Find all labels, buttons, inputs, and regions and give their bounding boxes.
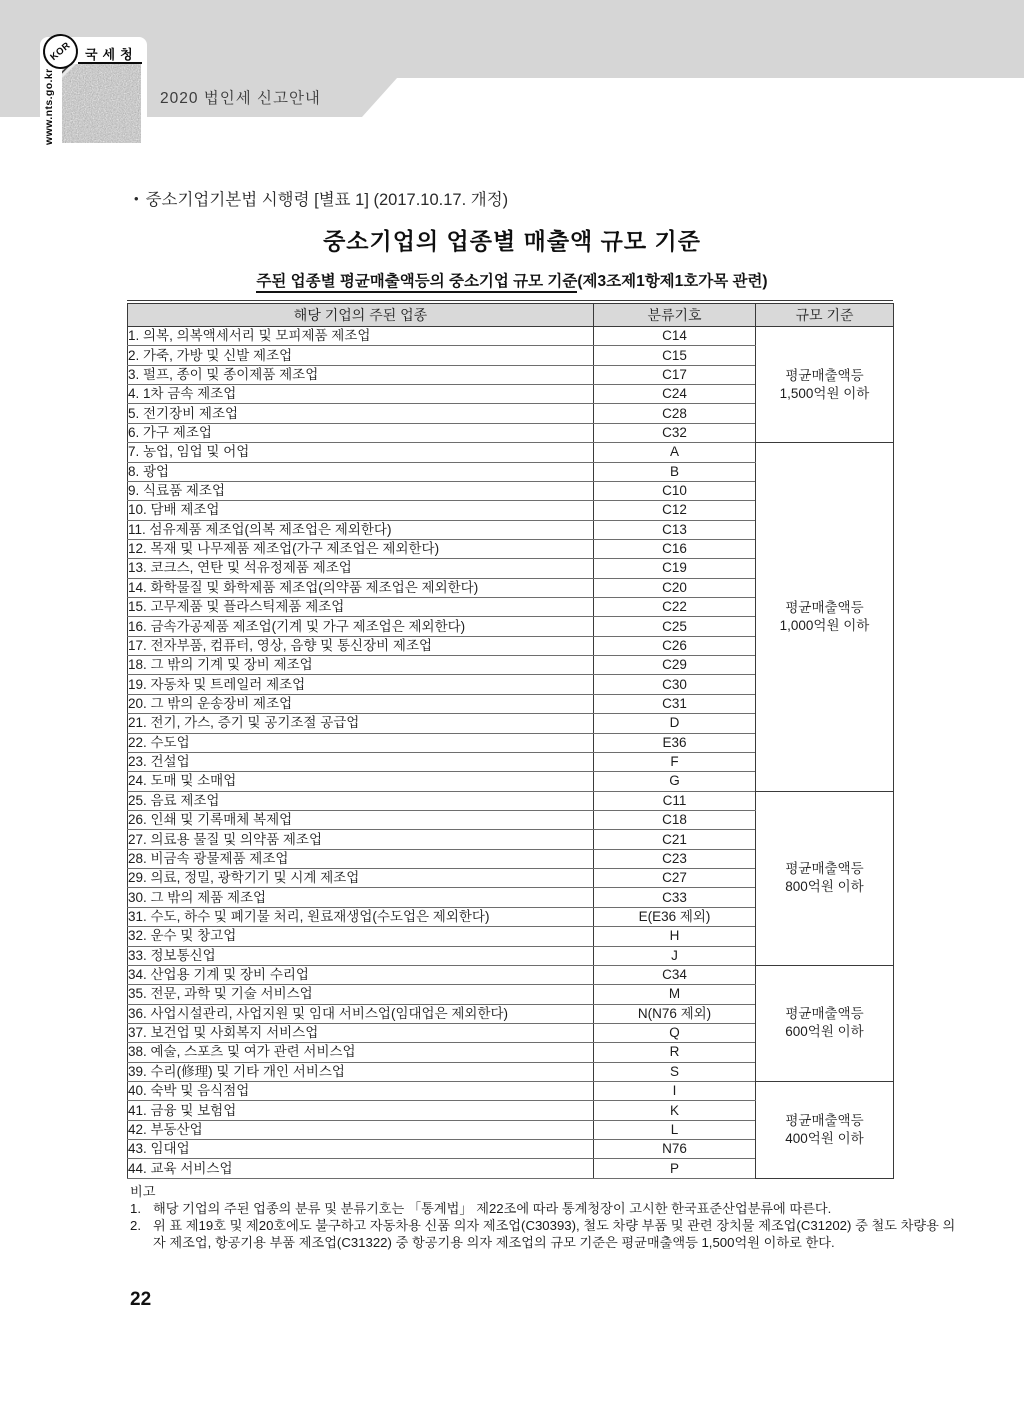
class-code-cell: C19 [594,559,756,578]
class-code-cell: P [594,1159,756,1178]
size-criteria-line: 평균매출액등 [785,861,864,877]
class-code-cell: C11 [594,791,756,810]
note-text: 해당 기업의 주된 업종의 분류 및 분류기호는 「통계법」 제22조에 따라 통계청장이 고시한 한국표준산업분류에 따른다. [153,1201,832,1216]
size-criteria-cell [756,965,894,1081]
class-code-cell: C15 [594,346,756,365]
industry-name-cell: 31. 수도, 하수 및 폐기물 처리, 원료재생업(수도업은 제외한다) [128,907,594,926]
class-code-cell: C13 [594,520,756,539]
size-criteria-cell [756,327,894,443]
industry-name-cell: 43. 임대업 [128,1140,594,1159]
size-criteria-line: 1,500억원 이하 [779,385,870,401]
size-criteria-cell [756,791,894,965]
industry-name-cell: 2. 가죽, 가방 및 신발 제조업 [128,346,594,365]
industry-table [127,303,894,1179]
class-code-cell: C34 [594,965,756,984]
header-band [0,0,1024,117]
size-criteria-line: 평균매출액등 [785,599,864,615]
class-code-cell: F [594,752,756,771]
note-number: 2. [130,1218,141,1233]
industry-name-cell: 4. 1차 금속 제조업 [128,385,594,404]
industry-name-cell: 41. 금융 및 보험업 [128,1101,594,1120]
class-code-cell: N76 [594,1140,756,1159]
class-code-cell: C33 [594,888,756,907]
class-code-cell: R [594,1043,756,1062]
industry-name-cell: 40. 숙박 및 음식점업 [128,1082,594,1101]
industry-name-cell: 35. 전문, 과학 및 기술 서비스업 [128,985,594,1004]
industry-name-cell: 6. 가구 제조업 [128,423,594,442]
industry-name-cell: 9. 식료품 제조업 [128,481,594,500]
class-code-cell: G [594,772,756,791]
agency-underline [78,62,142,64]
class-code-cell: C29 [594,656,756,675]
industry-name-cell: 30. 그 밖의 제품 제조업 [128,888,594,907]
industry-name-cell: 14. 화학물질 및 화학제품 제조업(의약품 제조업은 제외한다) [128,578,594,597]
class-code-cell: C18 [594,810,756,829]
notes-section [130,1183,958,1251]
statute-reference-text: 중소기업기본법 시행령 [별표 1] (2017.10.17. 개정) [145,191,509,209]
class-code-cell: C26 [594,636,756,655]
page-title: 중소기업의 업종별 매출액 규모 기준 [323,228,701,254]
note-item [130,1200,958,1217]
class-code-cell: K [594,1101,756,1120]
industry-name-cell: 33. 정보통신업 [128,946,594,965]
industry-name-cell: 8. 광업 [128,462,594,481]
qr-noise [62,64,141,143]
class-code-cell: E36 [594,733,756,752]
table-row [128,791,894,810]
note-number: 1. [130,1201,141,1216]
class-code-cell: E(E36 제외) [594,907,756,926]
class-code-cell: S [594,1062,756,1081]
class-code-cell: D [594,714,756,733]
note-item [130,1217,958,1251]
industry-name-cell: 44. 교육 서비스업 [128,1159,594,1178]
size-criteria-line: 1,000억원 이하 [779,617,870,633]
size-criteria-line: 평균매출액등 [785,367,864,383]
size-criteria-cell [756,443,894,791]
class-code-cell: C20 [594,578,756,597]
table-row [128,327,894,346]
industry-name-cell: 36. 사업시설관리, 사업지원 및 임대 서비스업(임대업은 제외한다) [128,1004,594,1023]
class-code-cell: L [594,1120,756,1139]
industry-name-cell: 12. 목재 및 나무제품 제조업(가구 제조업은 제외한다) [128,539,594,558]
industry-name-cell: 38. 예술, 스포츠 및 여가 관련 서비스업 [128,1043,594,1062]
class-code-cell: N(N76 제외) [594,1004,756,1023]
table-caption-underlined: 주된 업종별 평균매출액등의 중소기업 규모 기준 [256,273,577,293]
industry-name-cell: 27. 의료용 물질 및 의약품 제조업 [128,830,594,849]
col-header-code: 분류기호 [594,304,756,327]
table-row [128,965,894,984]
class-code-cell: C32 [594,423,756,442]
industry-name-cell: 32. 운수 및 창고업 [128,927,594,946]
industry-name-cell: 10. 담배 제조업 [128,501,594,520]
band-title: 2020 법인세 신고안내 [160,90,321,107]
class-code-cell: A [594,443,756,462]
statute-reference [134,186,508,210]
col-header-industry: 해당 기업의 주된 업종 [128,304,594,327]
class-code-cell: C21 [594,830,756,849]
industry-name-cell: 26. 인쇄 및 기록매체 복제업 [128,810,594,829]
class-code-cell: C16 [594,539,756,558]
industry-name-cell: 19. 자동차 및 트레일러 제조업 [128,675,594,694]
industry-name-cell: 7. 농업, 임업 및 어업 [128,443,594,462]
industry-name-cell: 42. 부동산업 [128,1120,594,1139]
industry-name-cell: 13. 코크스, 연탄 및 석유정제품 제조업 [128,559,594,578]
industry-name-cell: 17. 전자부품, 컴퓨터, 영상, 음향 및 통신장비 제조업 [128,636,594,655]
stamp-url: www.nts.go.kr [43,68,55,145]
industry-table-body [128,327,894,1179]
class-code-cell: I [594,1082,756,1101]
industry-name-cell: 5. 전기장비 제조업 [128,404,594,423]
industry-name-cell: 29. 의료, 정밀, 광학기기 및 시계 제조업 [128,869,594,888]
industry-name-cell: 3. 펄프, 종이 및 종이제품 제조업 [128,365,594,384]
class-code-cell: C30 [594,675,756,694]
class-code-cell: C23 [594,849,756,868]
class-code-cell: C31 [594,694,756,713]
class-code-cell: H [594,927,756,946]
qr-code-image [62,64,141,143]
col-header-size: 규모 기준 [756,304,894,327]
bullet-marker: • [134,191,139,206]
notes-label: 비고 [130,1184,156,1199]
table-row [128,443,894,462]
class-code-cell: C24 [594,385,756,404]
size-criteria-line: 평균매출액등 [785,1006,864,1022]
class-code-cell: M [594,985,756,1004]
industry-name-cell: 34. 산업용 기계 및 장비 수리업 [128,965,594,984]
size-criteria-line: 400억원 이하 [785,1130,864,1146]
industry-name-cell: 39. 수리(修理) 및 기타 개인 서비스업 [128,1062,594,1081]
class-code-cell: C17 [594,365,756,384]
industry-name-cell: 20. 그 밖의 운송장비 제조업 [128,694,594,713]
industry-table-wrap [127,300,893,1179]
class-code-cell: C27 [594,869,756,888]
table-row [128,1082,894,1101]
industry-name-cell: 23. 건설업 [128,752,594,771]
table-caption-rest: (제3조제1항제1호가목 관련) [577,273,768,290]
class-code-cell: Q [594,1023,756,1042]
class-code-cell: C14 [594,327,756,346]
size-criteria-cell [756,1082,894,1179]
kor-seal-icon: KOR [36,27,85,76]
class-code-cell: C25 [594,617,756,636]
industry-name-cell: 25. 음료 제조업 [128,791,594,810]
size-criteria-line: 800억원 이하 [785,879,864,895]
class-code-cell: J [594,946,756,965]
size-criteria-line: 평균매출액등 [785,1112,864,1128]
table-caption [0,269,1024,291]
industry-name-cell: 18. 그 밖의 기계 및 장비 제조업 [128,656,594,675]
industry-name-cell: 1. 의복, 의복액세서리 및 모피제품 제조업 [128,327,594,346]
size-criteria-line: 600억원 이하 [785,1024,864,1040]
class-code-cell: B [594,462,756,481]
industry-name-cell: 37. 보건업 및 사회복지 서비스업 [128,1023,594,1042]
industry-name-cell: 15. 고무제품 및 플라스틱제품 제조업 [128,598,594,617]
class-code-cell: C22 [594,598,756,617]
class-code-cell: C10 [594,481,756,500]
nts-stamp [40,37,147,146]
class-code-cell: C28 [594,404,756,423]
page-number: 22 [130,1289,152,1310]
note-text: 위 표 제19호 및 제20호에도 불구하고 자동차용 신품 의자 제조업(C30393), 철도 차량 부품 및 관련 장치물 제조업(C31202) 중 철도 차량용 의자 제조업, 항공기용 부품 제조업(C31322) 중 항공기용 의자 제조업의 규모 기준은 평균매출액등 1,500억원 이하로 한다. [153,1218,956,1250]
industry-name-cell: 28. 비금속 광물제품 제조업 [128,849,594,868]
industry-name-cell: 24. 도매 및 소매업 [128,772,594,791]
industry-name-cell: 16. 금속가공제품 제조업(기계 및 가구 제조업은 제외한다) [128,617,594,636]
class-code-cell: C12 [594,501,756,520]
industry-name-cell: 11. 섬유제품 제조업(의복 제조업은 제외한다) [128,520,594,539]
agency-name: 국세청 [85,47,138,62]
industry-name-cell: 21. 전기, 가스, 증기 및 공기조절 공급업 [128,714,594,733]
table-header-row [128,304,894,327]
table-top-rule [127,300,893,301]
industry-name-cell: 22. 수도업 [128,733,594,752]
